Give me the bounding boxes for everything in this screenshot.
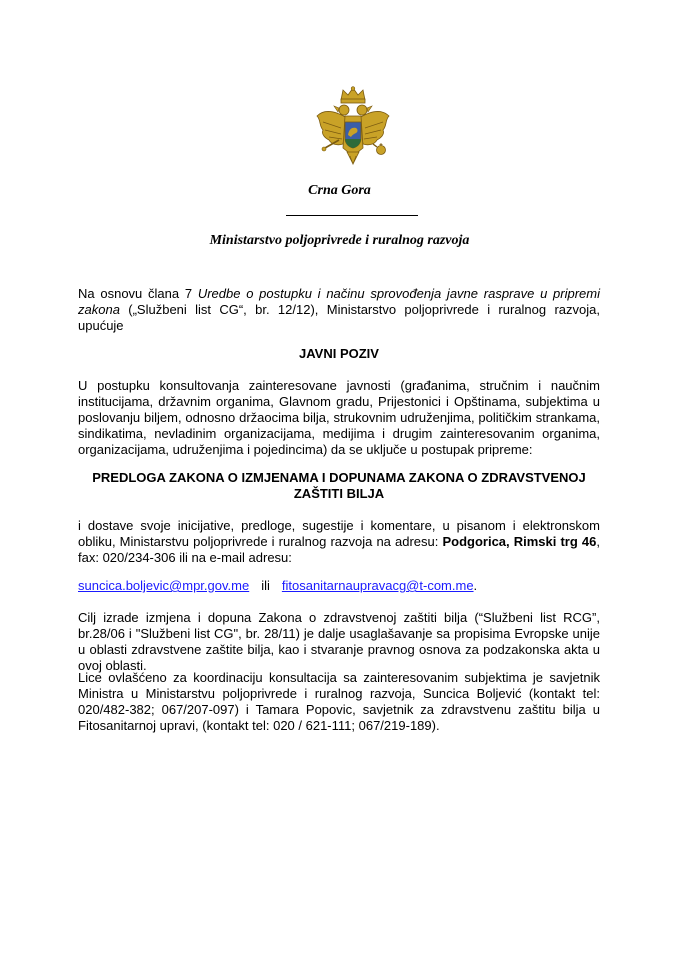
regulation-name: Uredbe o postupku i načinu sprovođenja javne rasprave u pripremi zakona <box>78 286 601 317</box>
intro-text-2: („Službeni list CG“, br. 12/12), Ministarstvo poljoprivrede i ruralnog razvoja, upućuje <box>78 302 600 333</box>
email-line-end: . <box>473 578 478 593</box>
ministry-name: Ministarstvo poljoprivrede i ruralnog razvoja <box>209 233 470 248</box>
country-name: Crna Gora <box>308 183 371 198</box>
ministry-address: Podgorica, Rimski trg 46 <box>442 534 597 549</box>
intro-paragraph <box>78 286 600 334</box>
goal-paragraph: Cilj izrade izmjena i dopuna Zakona o zdravstvenoj zaštiti bilja (“Službeni list RCG”, br.28/06 i "Službeni list CG", br. 28/11) je dalje usaglašavanje sa propisima Evropske unije u oblasti zdravstvene zaštite bilja, kao i stvaranje pravnog osnova za podzakonska akta u ovoj oblasti. <box>78 610 600 673</box>
submission-text-1: i dostave svoje inicijative, predloge, sugestije i komentare, u pisanom i elektronskom obliku, Ministarstvu poljoprivrede i ruralnog razvoja na adresu: <box>78 518 600 549</box>
invitation-paragraph: U postupku konsultovanja zainteresovane javnosti (građanima, stručnim i naučnim institucijama, državnim organima, Glavnom gradu, Prijestonici i Opštinama, subjektima u poslovanju biljem, odnosno držaocima bilja, strukovnim udruženjima, političkim strankama, sindikatima, nevladinim organizacijama, medijima i drugim zainteresovanim organima, organizacijama, udruženjima i pojedincima) da se uključe u postupak pripreme: <box>78 378 600 457</box>
email-or-text: ili <box>261 578 270 593</box>
submission-text-2: , fax: 020/234-306 ili na e-mail adresu: <box>78 534 600 565</box>
contacts-paragraph: Lice ovlašćeno za koordinaciju konsultacija sa zainteresovanim subjektima je savjetnik Ministra u Ministarstvu poljoprivrede i ruralnog razvoja, Suncica Boljević (kontakt tel: 020/482-382; 067/207-097) i Tamara Popovic, savjetnik za zdravstvenu zaštitu bilja u Fitosanitarnoj upravi, (kontakt tel: 020 / 621-111; 067/219-189). <box>78 670 600 733</box>
email-line <box>78 578 600 594</box>
header-divider <box>286 215 418 216</box>
document-title: JAVNI POZIV <box>299 346 379 361</box>
email-link-ministry[interactable]: suncica.boljevic@mpr.gov.me <box>78 578 250 593</box>
law-title: PREDLOGA ZAKONA O IZMJENAMA I DOPUNAMA ZAKONA O ZDRAVSTVENOJ ZAŠTITI BILJA <box>92 470 586 501</box>
intro-text-1: Na osnovu člana 7 <box>78 286 198 301</box>
email-link-phytosanitary[interactable]: fitosanitarnaupravacg@t-com.me <box>281 578 474 593</box>
montenegro-coat-of-arms-icon <box>313 86 393 172</box>
submission-paragraph <box>78 518 600 566</box>
